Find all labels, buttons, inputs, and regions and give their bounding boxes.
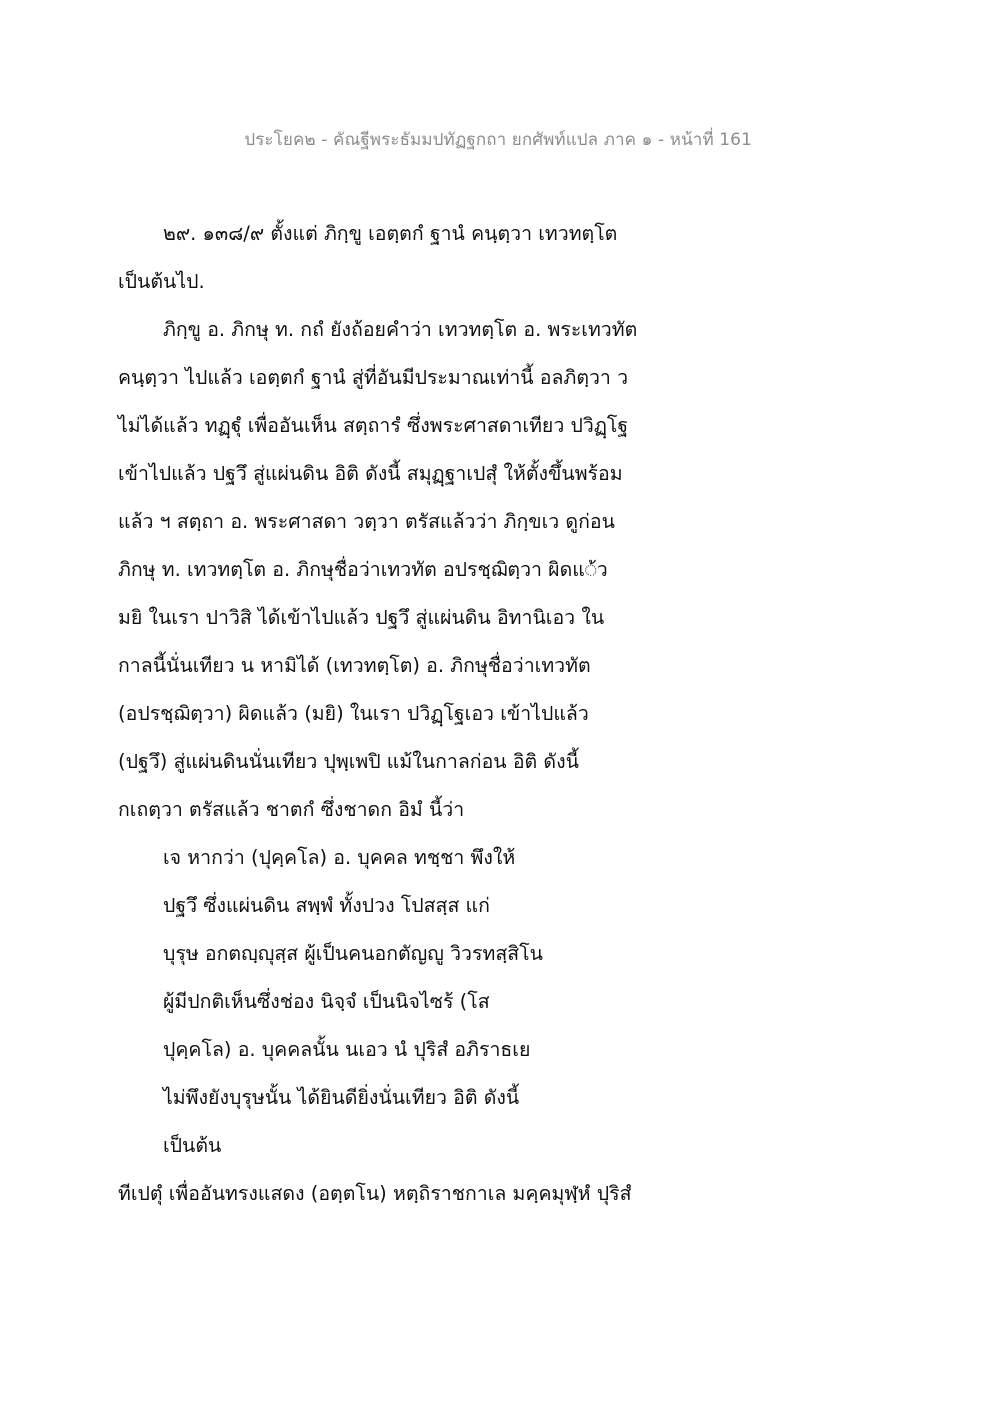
verse-line: เจ หากว่า (ปุคฺคโล) อ. บุคคล ทชฺชา พึงให้	[163, 846, 516, 869]
paragraph-line: ภิกฺขู อ. ภิกษุ ท. กถํ ยังถ้อยคำว่า เทวทตฺโต อ. พระเทวทัต	[163, 318, 638, 341]
paragraph-line: กาลนี้นั่นเทียว น หามิได้ (เทวทตฺโต) อ. ภิกษุชื่อว่าเทวทัต	[118, 654, 591, 677]
verse-line: ปุคฺคโล) อ. บุคคลนั้น นเอว นํ ปุริสํ อภิราธเย	[163, 1038, 531, 1061]
paragraph-line: ไม่ได้แล้ว ทฏฺฐุํ เพื่ออันเห็น สตฺถารํ ซึ่งพระศาสดาเทียว ปวิฏฺโฐ	[118, 414, 629, 437]
paragraph-line: (ปฐวึ) สู่แผ่นดินนั่นเทียว ปุพฺเพปิ แม้ในกาลก่อน อิติ ดังนี้	[118, 750, 579, 773]
paragraph-line: เป็นต้นไป.	[118, 270, 205, 293]
verse-line: ผู้มีปกติเห็นซึ่งช่อง นิจฺจํ เป็นนิจไซร้ (โส	[163, 990, 490, 1013]
verse-line: ไม่พึงยังบุรุษนั้น ได้ยินดียิ่งนั่นเทียว อิติ ดังนี้	[163, 1086, 520, 1109]
paragraph-line: ภิกษุ ท. เทวทตฺโต อ. ภิกษุชื่อว่าเทวทัต อปรชฺฌิตฺวา ผิดแ◌้ว	[118, 558, 608, 581]
paragraph-line: ทีเปตุํ เพื่ออันทรงแสดง (อตฺตโน) หตฺถิราชกาเล มคฺคมุฬฺหํ ปุริสํ	[118, 1182, 632, 1205]
paragraph-line: คนฺตฺวา ไปแล้ว เอตฺตกํ ฐานํ สู่ที่อันมีประมาณเท่านี้ อลภิตฺวา ว	[118, 366, 629, 389]
paragraph-line: ๒๙. ๑๓๘/๙ ตั้งแต่ ภิกฺขู เอตฺตกํ ฐานํ คนฺตฺวา เทวทตฺโต	[163, 222, 618, 245]
verse-line: บุรุษ อกตญฺญุสฺส ผู้เป็นคนอกตัญญู วิวรทสฺสิโน	[163, 942, 543, 965]
paragraph-line: มยิ ในเรา ปาวิสิ ได้เข้าไปแล้ว ปฐวึ สู่แผ่นดิน อิทานิเอว ใน	[118, 606, 605, 629]
paragraph-line: (อปรชฺฌิตฺวา) ผิดแล้ว (มยิ) ในเรา ปวิฏฺโฐเอว เข้าไปแล้ว	[118, 702, 589, 725]
running-header: ประโยค๒ - คัณฐีพระธัมมปทัฏฐกถา ยกศัพท์แปล ภาค ๑ - หน้าที่ 161	[244, 130, 752, 150]
paragraph-line: กเถตฺวา ตรัสแล้ว ชาตกํ ซึ่งชาดก อิมํ นี้ว่า	[118, 798, 465, 821]
paragraph-line: แล้ว ฯ สตฺถา อ. พระศาสดา วตฺวา ตรัสแล้วว่า ภิกฺขเว ดูก่อน	[118, 510, 615, 533]
verse-line: เป็นต้น	[163, 1134, 222, 1157]
verse-line: ปฐวึ ซึ่งแผ่นดิน สพฺพํ ทั้งปวง โปสสฺส แก่	[163, 894, 490, 917]
paragraph-line: เข้าไปแล้ว ปฐวึ สู่แผ่นดิน อิติ ดังนี้ สมุฏฺฐาเปสุํ ให้ตั้งขึ้นพร้อม	[118, 462, 623, 485]
